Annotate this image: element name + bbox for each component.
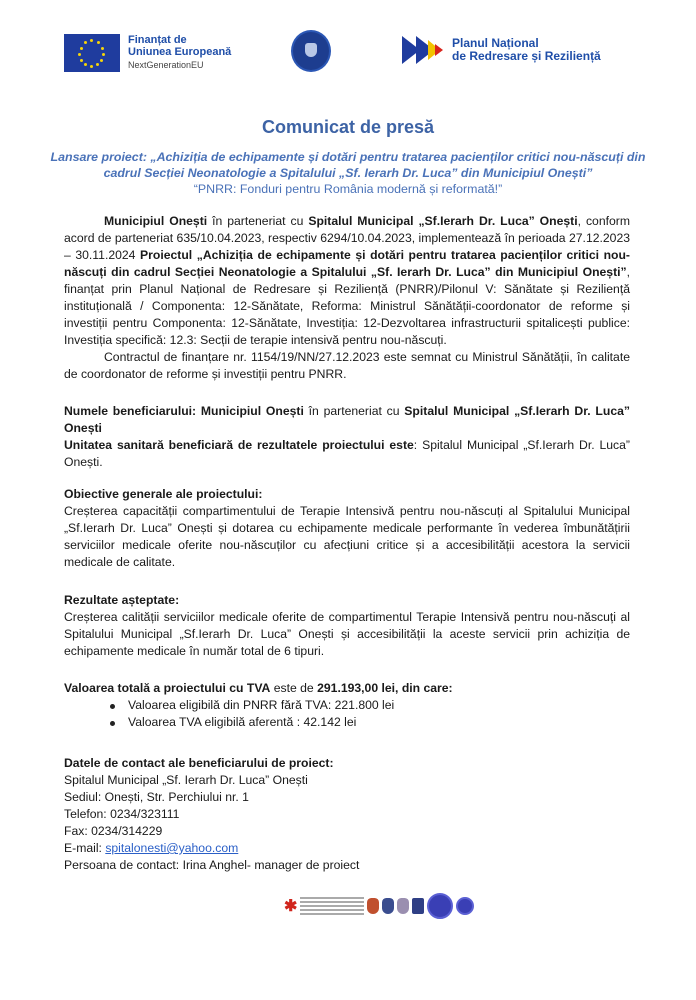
pnrr-logo-line2: de Redresare și Reziliență bbox=[452, 49, 601, 63]
value-line bbox=[64, 680, 630, 697]
accreditation-icon bbox=[412, 898, 424, 914]
project-subtitle bbox=[40, 149, 656, 197]
certification-badge-icon bbox=[397, 898, 409, 914]
list-item: Valoarea eligibilă din PNRR fără TVA: 221.800 lei bbox=[110, 697, 630, 714]
value-section bbox=[64, 680, 630, 731]
intro-text-3: , finanțat prin Planul Național de Redresare și Reziliență (PNRR)/Pilonul V: Sănătate și Reziliență instituțională / Componenta: 12-Sănătate, Reforma: Ministrul Sănătății-coordonator de reforme și investiții pentru Componenta: 12-Sănătate, Investiția: 12-Dezvoltarea infrastructurii spitalicești publice: Investiția specifică: 12.3: Secții de terapie intensivă pentru nou-născuți. bbox=[64, 265, 630, 347]
pnrr-logo bbox=[402, 36, 601, 64]
email-link[interactable]: spitalonesti@yahoo.com bbox=[105, 841, 239, 855]
beneficiary-section bbox=[64, 403, 630, 471]
contact-name: Spitalul Municipal „Sf. Ierarh Dr. Luca” Onești bbox=[64, 773, 308, 787]
sanitary-unit-label: Unitatea sanitară beneficiară de rezultatele proiectului este bbox=[64, 438, 414, 452]
pnrr-logo-line1: Planul Național bbox=[452, 36, 539, 50]
intro-text-2: , conform acord de parteneriat 635/10.04.2023, respectiv 6294/10.04.2023, implementează în perioada 27.12.2023 – 30.11.2024 bbox=[64, 214, 630, 262]
results-section bbox=[64, 592, 630, 660]
results-text: Creșterea calității serviciilor medicale oferite de compartimentul Terapie Intensivă pentru nou-născuți al Spitalului Municipal „Sf.Ierarh Dr. Luca” Onești și accesibilității la aceste servicii prin achiziția de echipamente medicale în număr total de 6 tipuri. bbox=[64, 610, 630, 658]
contract-paragraph: Contractul de finanțare nr. 1154/19/NN/27.12.2023 este semnat cu Ministrul Sănătății, în calitate de coordonator de reforme și investiții pentru PNRR. bbox=[64, 350, 630, 381]
objectives-text: Creșterea capacității compartimentului de Terapie Intensivă pentru nou-născuți al Spitalului Municipal „Sf.Ierarh Dr. Luca” Onești și dotarea cu echipamente medicale performante în vederea îmbunătățirii serviciilor medicale oferite nou-născuților cu afecțiuni critice și a accesibilității acestora la servicii medicale de calitate. bbox=[64, 504, 630, 569]
pnrr-arrows-icon bbox=[402, 36, 450, 64]
contact-fax: Fax: 0234/314229 bbox=[64, 824, 163, 838]
intro-text-1: în parteneriat cu bbox=[207, 214, 309, 228]
eu-logo-line1: Finanțat de bbox=[128, 34, 187, 46]
romanian-government-seal-icon bbox=[291, 30, 331, 72]
objectives-section bbox=[64, 486, 630, 571]
quality-circle-icon bbox=[427, 893, 453, 919]
hospital-info-text bbox=[300, 897, 364, 915]
hospital-cross-icon: ✱ bbox=[284, 898, 298, 915]
contact-person: Persoana de contact: Irina Anghel- manager de proiect bbox=[64, 858, 360, 872]
value-breakdown-list bbox=[64, 697, 630, 731]
page-title: Comunicat de presă bbox=[261, 117, 435, 137]
beneficiary-text-1: în parteneriat cu bbox=[303, 404, 405, 418]
sanitary-unit-value: : Spitalul Municipal „Sf.Ierarh Dr. Luca” Onești. bbox=[64, 438, 630, 469]
value-label: Valoarea totală a proiectului cu TVA bbox=[64, 681, 271, 695]
beneficiary-label: Numele beneficiarului: Municipiul Onești bbox=[64, 404, 304, 418]
contact-section bbox=[64, 755, 630, 874]
contact-phone: Telefon: 0234/323111 bbox=[64, 807, 180, 821]
intro-paragraph bbox=[64, 213, 630, 349]
subtitle-project-name: Lansare proiect: „Achiziția de echipamente și dotări pentru tratarea pacienților critici nou-născuți din cadrul Secției Neonatologie a Spitalului „Sf. Ierarh Dr. Luca” din Municipiul Onești” bbox=[50, 150, 646, 180]
municipality-name: Municipiul Onești bbox=[104, 214, 208, 228]
objectives-heading: Obiective generale ale proiectului: bbox=[64, 487, 263, 501]
eu-logo-line2: Uniunea Europeană bbox=[128, 46, 232, 58]
project-name: Proiectul „Achiziția de echipamente și dotări pentru tratarea pacienților critici nou-născuți din cadrul Secției Neonatologie a Spitalului „Sf. Ierarh Dr. Luca” din Municipiul Onești” bbox=[64, 248, 630, 279]
intro-section bbox=[64, 213, 630, 383]
contact-address: Sediul: Onești, Str. Perchiului nr. 1 bbox=[64, 790, 249, 804]
quality-circle-icon bbox=[456, 897, 474, 915]
beneficiary-hospital: Spitalul Municipal „Sf.Ierarh Dr. Luca” Onești bbox=[64, 404, 630, 435]
list-item: Valoarea TVA eligibilă aferentă : 42.142 lei bbox=[110, 714, 630, 731]
email-label: E-mail: bbox=[64, 841, 106, 855]
eu-flag-icon bbox=[64, 34, 120, 72]
hospital-name: Spitalul Municipal „Sf.Ierarh Dr. Luca” Onești bbox=[308, 214, 578, 228]
footer-logos bbox=[284, 893, 474, 919]
contact-email-line bbox=[64, 840, 630, 857]
header-logos bbox=[0, 30, 696, 80]
results-heading: Rezultate așteptate: bbox=[64, 593, 180, 607]
eu-logo bbox=[64, 34, 231, 72]
value-amount: 291.193,00 lei, din care: bbox=[317, 681, 453, 695]
certification-badge-icon bbox=[367, 898, 379, 914]
eu-logo-line3: NextGenerationEU bbox=[128, 60, 204, 70]
contact-heading: Datele de contact ale beneficiarului de proiect: bbox=[64, 756, 334, 770]
subtitle-slogan: “PNRR: Fonduri pentru România modernă și reformată!” bbox=[193, 182, 503, 196]
certification-badge-icon bbox=[382, 898, 394, 914]
value-mid: este de bbox=[270, 681, 318, 695]
beneficiary-paragraph bbox=[64, 403, 630, 471]
